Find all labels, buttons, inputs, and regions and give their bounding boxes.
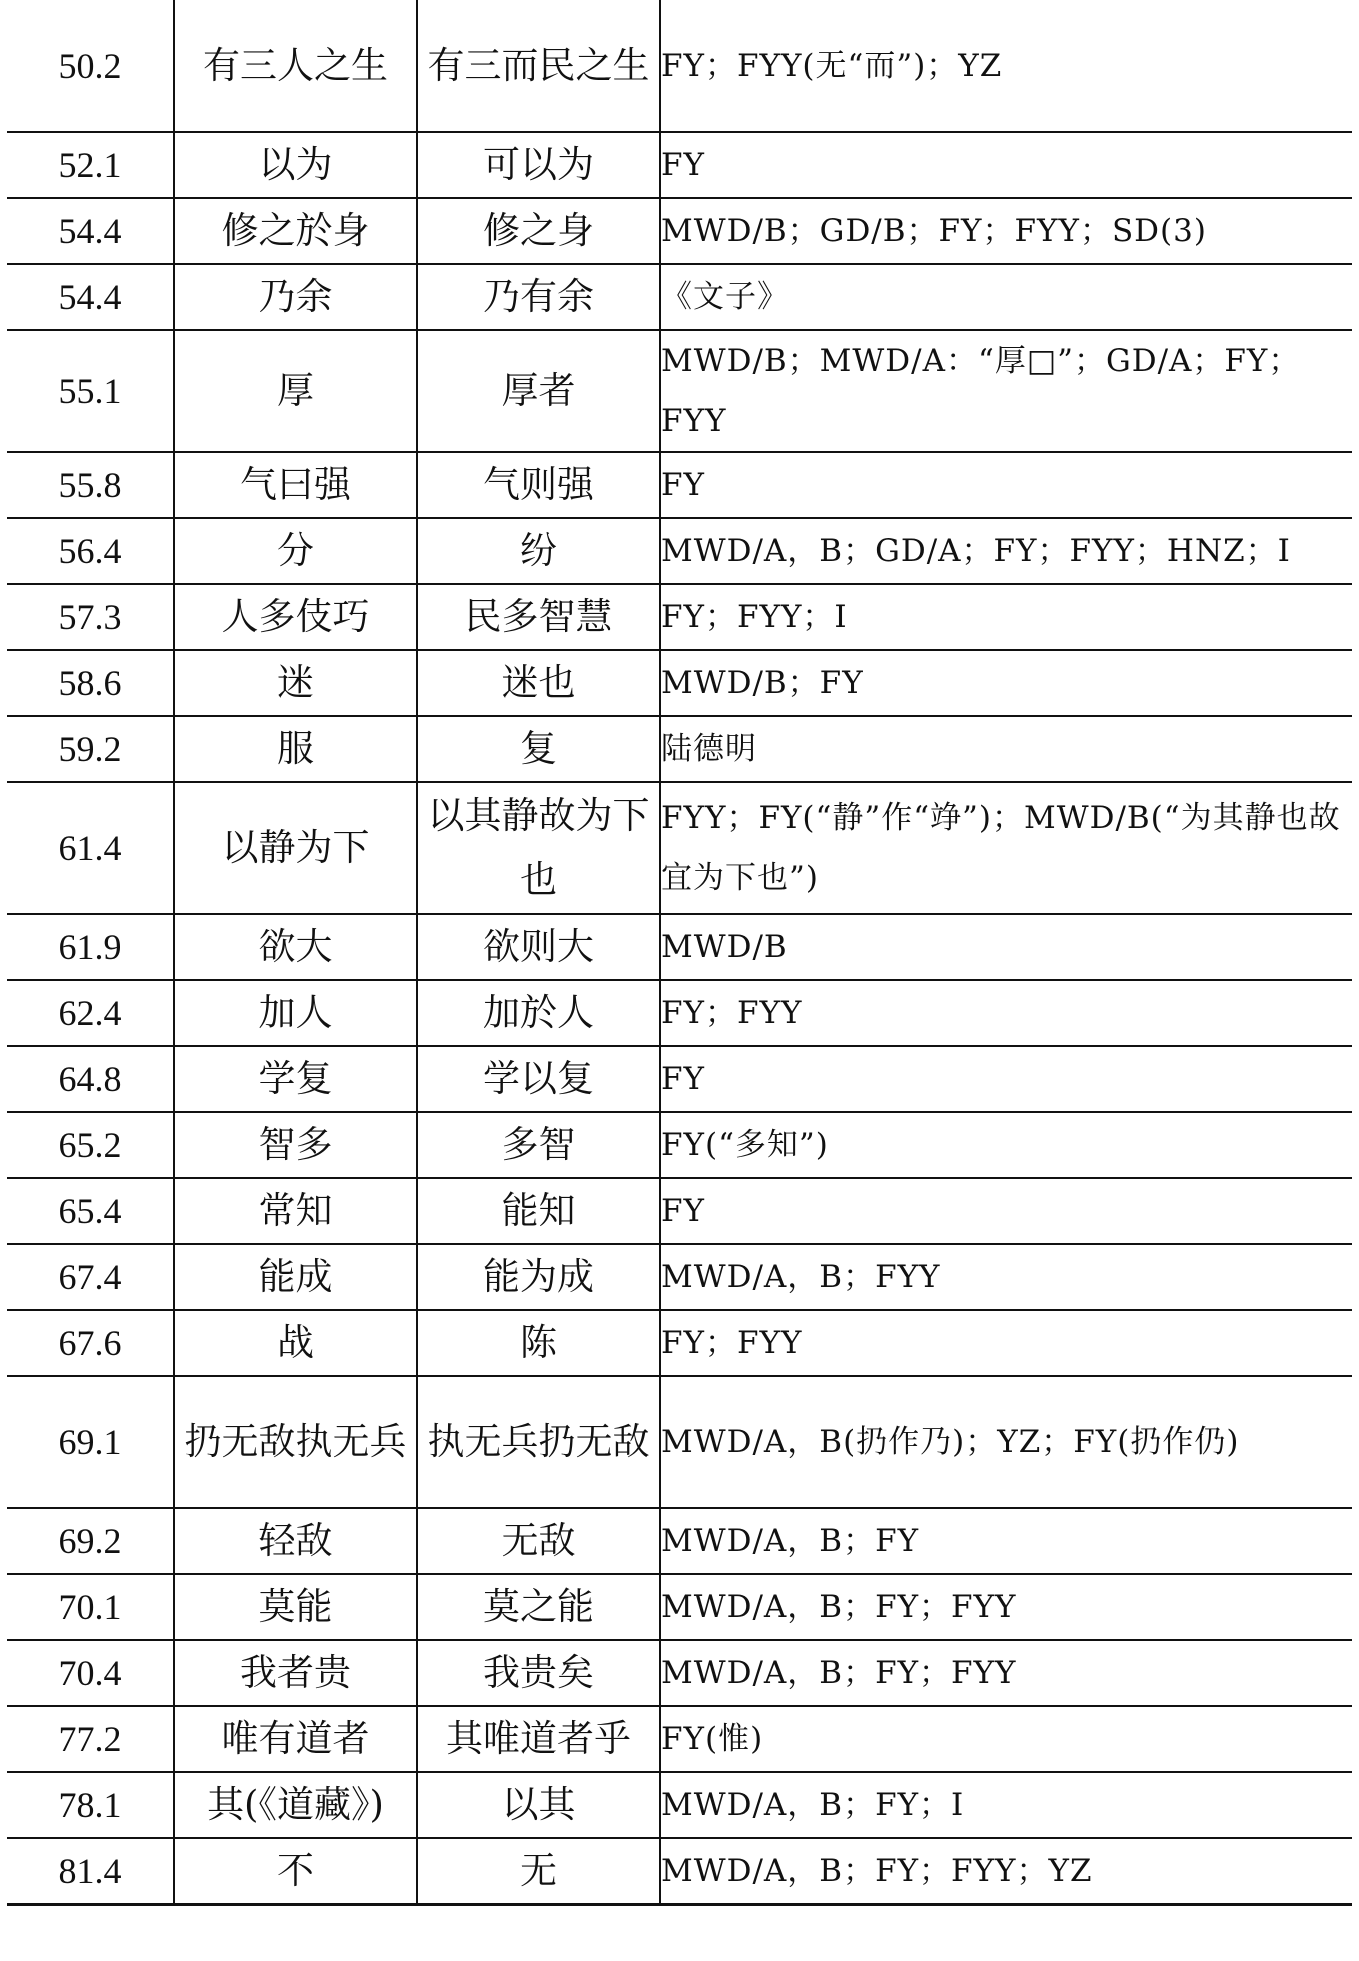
chapter-line-number: 69.2	[58, 1521, 122, 1561]
text-reading: 服	[174, 716, 417, 782]
variant-reading: 无	[417, 1838, 660, 1905]
table-row	[7, 1706, 1352, 1772]
chapter-line-number: 59.2	[58, 729, 122, 769]
chapter-line-number: 62.4	[58, 993, 122, 1033]
text-reading: 以静为下	[174, 782, 417, 914]
table-row	[7, 1772, 1352, 1838]
text-reading: 莫能	[174, 1574, 417, 1640]
table-row	[7, 1838, 1352, 1905]
source-witnesses: FY(“多知”)	[660, 1112, 1352, 1178]
variant-readings-table-container	[7, 0, 1352, 1906]
table-row	[7, 1112, 1352, 1178]
variant-reading: 厚者	[417, 330, 660, 452]
table-row	[7, 0, 1352, 132]
variant-readings-table	[7, 0, 1352, 1906]
source-witnesses: FY；FYY	[660, 1310, 1352, 1376]
text-reading: 学复	[174, 1046, 417, 1112]
text-reading: 智多	[174, 1112, 417, 1178]
source-witnesses: MWD/B	[660, 914, 1352, 980]
variant-reading: 执无兵扔无敌	[417, 1376, 660, 1508]
variant-reading: 民多智慧	[417, 584, 660, 650]
chapter-line-number: 61.9	[58, 927, 122, 967]
table-row	[7, 452, 1352, 518]
source-witnesses: MWD/B；GD/B；FY；FYY；SD(3)	[660, 198, 1352, 264]
source-witnesses: MWD/A，B；FY；FYY	[660, 1574, 1352, 1640]
text-reading: 以为	[174, 132, 417, 198]
source-witnesses: FY(惟)	[660, 1706, 1352, 1772]
table-row	[7, 782, 1352, 914]
source-witnesses: FY	[660, 132, 1352, 198]
variant-reading: 以其静故为下也	[417, 782, 660, 914]
text-reading: 有三人之生	[174, 0, 417, 132]
chapter-line-number: 55.1	[58, 371, 122, 411]
table-row	[7, 1310, 1352, 1376]
source-witnesses: FYY；FY(“静”作“竫”)；MWD/B(“为其静也故宜为下也”)	[660, 782, 1352, 914]
variant-reading: 有三而民之生	[417, 0, 660, 132]
text-reading: 唯有道者	[174, 1706, 417, 1772]
chapter-line-number: 56.4	[58, 531, 122, 571]
variant-reading: 以其	[417, 1772, 660, 1838]
table-row	[7, 980, 1352, 1046]
text-reading: 轻敌	[174, 1508, 417, 1574]
table-row	[7, 1640, 1352, 1706]
variant-reading: 欲则大	[417, 914, 660, 980]
text-reading: 乃余	[174, 264, 417, 330]
chapter-line-number: 54.4	[58, 277, 122, 317]
chapter-line-number: 54.4	[58, 211, 122, 251]
source-witnesses: MWD/A，B；FY；I	[660, 1772, 1352, 1838]
chapter-line-number: 57.3	[58, 597, 122, 637]
table-row	[7, 1508, 1352, 1574]
text-reading: 修之於身	[174, 198, 417, 264]
table-row	[7, 1376, 1352, 1508]
source-witnesses: MWD/A，B；FY；FYY	[660, 1640, 1352, 1706]
variant-reading: 我贵矣	[417, 1640, 660, 1706]
chapter-line-number: 52.1	[58, 145, 122, 185]
table-row	[7, 132, 1352, 198]
variant-reading: 学以复	[417, 1046, 660, 1112]
text-reading: 不	[174, 1838, 417, 1905]
table-row	[7, 650, 1352, 716]
variant-reading: 迷也	[417, 650, 660, 716]
source-witnesses: MWD/A，B(扔作乃)；YZ；FY(扔作仍)	[660, 1376, 1352, 1508]
text-reading: 能成	[174, 1244, 417, 1310]
table-row	[7, 198, 1352, 264]
chapter-line-number: 50.2	[58, 45, 122, 86]
source-witnesses: FY	[660, 452, 1352, 518]
chapter-line-number: 61.4	[58, 828, 122, 868]
variant-reading: 无敌	[417, 1508, 660, 1574]
chapter-line-number: 64.8	[58, 1059, 122, 1099]
source-witnesses: MWD/B；FY	[660, 650, 1352, 716]
source-witnesses: MWD/B；MWD/A：“厚□”；GD/A；FY；FYY	[660, 330, 1352, 452]
source-witnesses: FY；FYY	[660, 980, 1352, 1046]
variant-reading: 莫之能	[417, 1574, 660, 1640]
source-witnesses: FY；FYY(无“而”)；YZ	[660, 0, 1352, 132]
chapter-line-number: 65.2	[58, 1125, 122, 1165]
table-row	[7, 1046, 1352, 1112]
variant-reading: 陈	[417, 1310, 660, 1376]
text-reading: 迷	[174, 650, 417, 716]
text-reading: 我者贵	[174, 1640, 417, 1706]
text-reading: 人多伎巧	[174, 584, 417, 650]
variant-reading: 能为成	[417, 1244, 660, 1310]
chapter-line-number: 70.1	[58, 1587, 122, 1627]
table-row	[7, 264, 1352, 330]
text-reading: 欲大	[174, 914, 417, 980]
table-row	[7, 1178, 1352, 1244]
variant-reading: 能知	[417, 1178, 660, 1244]
chapter-line-number: 77.2	[58, 1719, 122, 1759]
text-reading: 常知	[174, 1178, 417, 1244]
chapter-line-number: 55.8	[58, 465, 122, 505]
table-row	[7, 1574, 1352, 1640]
variant-reading: 加於人	[417, 980, 660, 1046]
table-body	[7, 0, 1352, 1905]
chapter-line-number: 67.6	[58, 1323, 122, 1363]
chapter-line-number: 65.4	[58, 1191, 122, 1231]
text-reading: 扔无敌执无兵	[174, 1376, 417, 1508]
table-row	[7, 914, 1352, 980]
source-witnesses: 陆德明	[660, 716, 1352, 782]
text-reading: 厚	[174, 330, 417, 452]
text-reading: 其(《道藏》)	[174, 1772, 417, 1838]
text-reading: 分	[174, 518, 417, 584]
variant-reading: 乃有余	[417, 264, 660, 330]
table-row	[7, 716, 1352, 782]
text-reading: 气曰强	[174, 452, 417, 518]
source-witnesses: MWD/A，B；FY；FYY；YZ	[660, 1838, 1352, 1905]
table-row	[7, 584, 1352, 650]
source-witnesses: MWD/A，B；GD/A；FY；FYY；HNZ；I	[660, 518, 1352, 584]
source-witnesses: MWD/A，B；FYY	[660, 1244, 1352, 1310]
chapter-line-number: 70.4	[58, 1653, 122, 1693]
variant-reading: 多智	[417, 1112, 660, 1178]
chapter-line-number: 78.1	[58, 1785, 122, 1825]
text-reading: 加人	[174, 980, 417, 1046]
chapter-line-number: 58.6	[58, 663, 122, 703]
text-reading: 战	[174, 1310, 417, 1376]
source-witnesses: FY	[660, 1046, 1352, 1112]
variant-reading: 可以为	[417, 132, 660, 198]
chapter-line-number: 69.1	[58, 1422, 122, 1462]
table-row	[7, 330, 1352, 452]
source-witnesses: FY	[660, 1178, 1352, 1244]
variant-reading: 纷	[417, 518, 660, 584]
chapter-line-number: 81.4	[58, 1851, 122, 1891]
source-witnesses: 《文子》	[660, 264, 1352, 330]
source-witnesses: FY；FYY；I	[660, 584, 1352, 650]
variant-reading: 修之身	[417, 198, 660, 264]
variant-reading: 复	[417, 716, 660, 782]
source-witnesses: MWD/A，B；FY	[660, 1508, 1352, 1574]
variant-reading: 其唯道者乎	[417, 1706, 660, 1772]
variant-reading: 气则强	[417, 452, 660, 518]
chapter-line-number: 67.4	[58, 1257, 122, 1297]
table-row	[7, 1244, 1352, 1310]
table-row	[7, 518, 1352, 584]
